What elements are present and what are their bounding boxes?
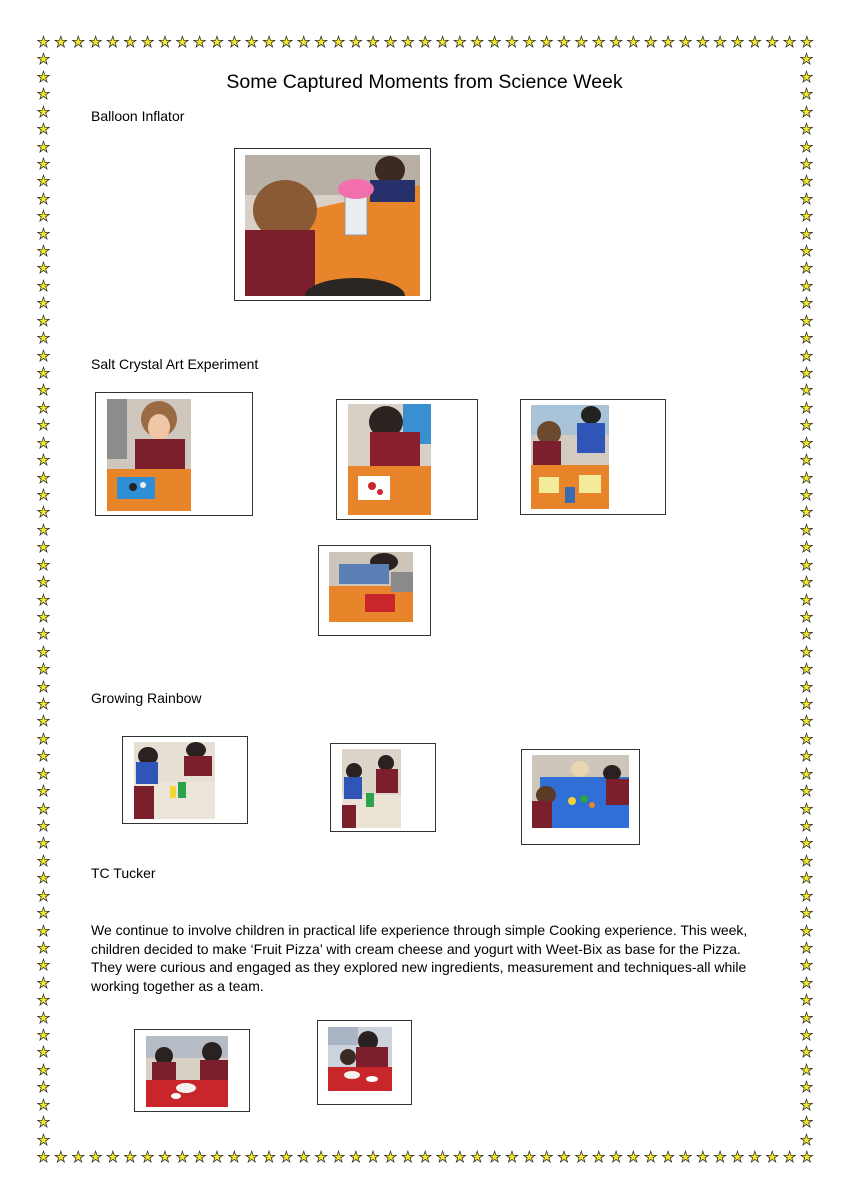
star-icon: ★ [36,382,51,400]
star-icon: ★ [799,974,814,992]
star-icon: ★ [799,1009,814,1027]
page-title: Some Captured Moments from Science Week [226,71,623,93]
star-icon: ★ [36,922,51,940]
star-icon: ★ [799,521,814,539]
photo-tc-tucker-1 [146,1036,228,1107]
star-icon: ★ [799,486,814,504]
star-icon: ★ [123,1149,137,1166]
star-icon: ★ [799,190,814,208]
star-icon: ★ [383,34,398,51]
star-icon: ★ [799,452,814,470]
star-icon: ★ [799,835,814,853]
star-icon: ★ [557,34,571,51]
star-icon: ★ [210,1149,224,1166]
star-icon: ★ [799,434,814,452]
star-icon: ★ [799,608,814,626]
star-icon: ★ [713,1149,727,1166]
star-icon: ★ [799,208,814,226]
star-icon: ★ [36,138,51,156]
star-icon: ★ [799,173,814,191]
star-icon: ★ [799,870,814,888]
photo-frame-rainbow-3 [521,749,640,845]
star-icon: ★ [453,1149,467,1166]
star-icon: ★ [609,34,623,51]
star-icon: ★ [782,1149,797,1166]
star-icon: ★ [799,643,814,661]
photo-frame-salt-2 [336,399,478,520]
star-icon: ★ [227,1149,242,1166]
star-icon: ★ [36,347,51,365]
star-icon: ★ [36,1079,51,1097]
star-icon: ★ [36,817,51,835]
star-icon: ★ [54,34,68,51]
star-icon: ★ [609,1149,623,1166]
star-icon: ★ [799,783,814,801]
star-icon: ★ [36,260,51,278]
star-icon: ★ [192,34,207,51]
section-heading-growing-rainbow: Growing Rainbow [91,690,202,706]
star-icon: ★ [799,556,814,574]
star-icon: ★ [36,521,51,539]
star-icon: ★ [799,347,814,365]
star-icon: ★ [36,939,51,957]
star-icon: ★ [661,34,675,51]
star-icon: ★ [36,1149,51,1166]
star-icon: ★ [36,1114,51,1132]
photo-growing-rainbow-3 [532,755,629,828]
photo-frame-tucker-1 [134,1029,250,1112]
star-icon: ★ [678,1149,693,1166]
star-icon: ★ [799,1044,814,1062]
star-icon: ★ [435,1149,450,1166]
star-icon: ★ [799,469,814,487]
photo-frame-rainbow-1 [122,736,248,824]
star-icon: ★ [799,539,814,557]
star-icon: ★ [36,34,51,51]
star-icon: ★ [36,905,51,923]
star-icon: ★ [678,34,693,51]
star-icon: ★ [661,1149,675,1166]
star-icon: ★ [349,34,363,51]
section-heading-salt-crystal: Salt Crystal Art Experiment [91,356,259,372]
photo-frame-salt-3 [520,399,666,515]
star-icon: ★ [765,34,779,51]
star-icon: ★ [36,51,51,69]
star-icon: ★ [36,661,51,679]
star-icon: ★ [36,365,51,383]
star-icon: ★ [713,34,727,51]
star-icon: ★ [591,1149,606,1166]
star-icon: ★ [800,34,814,51]
star-icon: ★ [799,138,814,156]
star-icon: ★ [800,1149,814,1166]
star-icon: ★ [36,992,51,1010]
star-icon: ★ [36,730,51,748]
star-icon: ★ [36,574,51,592]
star-icon: ★ [36,295,51,313]
star-icon: ★ [36,121,51,139]
star-icon: ★ [799,957,814,975]
star-icon: ★ [210,34,224,51]
star-icon: ★ [36,243,51,261]
star-icon: ★ [366,34,380,51]
star-icon: ★ [799,330,814,348]
star-icon: ★ [36,434,51,452]
star-icon: ★ [730,34,745,51]
star-icon: ★ [36,626,51,644]
star-icon: ★ [36,765,51,783]
star-icon: ★ [54,1149,68,1166]
star-icon: ★ [591,34,606,51]
star-icon: ★ [748,1149,762,1166]
star-icon: ★ [522,1149,537,1166]
star-icon: ★ [36,225,51,243]
star-icon: ★ [140,1149,155,1166]
star-icon: ★ [626,34,641,51]
star-icon: ★ [574,34,589,51]
star-icon: ★ [36,417,51,435]
star-icon: ★ [799,713,814,731]
star-icon: ★ [799,1079,814,1097]
star-icon: ★ [748,34,762,51]
star-icon: ★ [799,103,814,121]
star-icon: ★ [401,34,415,51]
star-icon: ★ [799,887,814,905]
star-icon: ★ [36,173,51,191]
star-icon: ★ [36,713,51,731]
star-icon: ★ [331,34,346,51]
star-icon: ★ [36,800,51,818]
photo-growing-rainbow-1 [134,742,215,819]
star-icon: ★ [799,365,814,383]
star-icon: ★ [799,591,814,609]
photo-salt-crystal-3 [531,405,609,509]
star-icon: ★ [799,51,814,69]
photo-salt-crystal-1 [107,399,191,511]
star-icon: ★ [799,765,814,783]
star-icon: ★ [799,748,814,766]
photo-frame-balloon [234,148,431,301]
section-heading-tc-tucker: TC Tucker [91,865,156,881]
photo-tc-tucker-2 [328,1027,392,1091]
star-icon: ★ [487,34,502,51]
star-icon: ★ [799,1096,814,1114]
star-icon: ★ [799,399,814,417]
star-icon: ★ [765,1149,779,1166]
star-icon: ★ [799,730,814,748]
star-icon: ★ [36,155,51,173]
star-icon: ★ [262,34,276,51]
star-icon: ★ [799,260,814,278]
star-icon: ★ [36,277,51,295]
star-icon: ★ [383,1149,398,1166]
star-icon: ★ [36,643,51,661]
star-icon: ★ [36,957,51,975]
star-icon: ★ [799,86,814,104]
star-icon: ★ [799,382,814,400]
star-icon: ★ [644,1149,658,1166]
star-icon: ★ [36,678,51,696]
star-icon: ★ [36,539,51,557]
star-icon: ★ [314,1149,328,1166]
star-icon: ★ [158,34,172,51]
star-icon: ★ [36,399,51,417]
star-icon: ★ [799,68,814,86]
star-icon: ★ [36,86,51,104]
star-icon: ★ [175,34,190,51]
star-icon: ★ [799,800,814,818]
photo-salt-crystal-4 [329,552,413,622]
star-icon: ★ [730,1149,745,1166]
star-icon: ★ [297,1149,311,1166]
star-icon: ★ [799,905,814,923]
star-icon: ★ [799,312,814,330]
photo-salt-crystal-2 [348,404,431,515]
photo-frame-salt-4 [318,545,431,636]
star-icon: ★ [36,870,51,888]
star-icon: ★ [799,696,814,714]
star-icon: ★ [227,34,242,51]
star-icon: ★ [782,34,797,51]
star-icon: ★ [470,34,484,51]
star-icon: ★ [244,34,259,51]
star-icon: ★ [799,626,814,644]
star-icon: ★ [799,295,814,313]
star-icon: ★ [799,852,814,870]
star-icon: ★ [88,1149,103,1166]
star-icon: ★ [36,696,51,714]
star-icon: ★ [36,312,51,330]
star-icon: ★ [644,34,658,51]
star-icon: ★ [36,748,51,766]
star-icon: ★ [36,486,51,504]
star-icon: ★ [36,1061,51,1079]
star-icon: ★ [696,34,710,51]
star-icon: ★ [36,887,51,905]
star-icon: ★ [799,574,814,592]
star-icon: ★ [574,1149,589,1166]
star-icon: ★ [314,34,328,51]
star-icon: ★ [106,1149,120,1166]
star-icon: ★ [106,34,120,51]
star-icon: ★ [435,34,450,51]
star-icon: ★ [88,34,103,51]
star-icon: ★ [418,1149,432,1166]
star-icon: ★ [36,608,51,626]
star-icon: ★ [696,1149,710,1166]
star-icon: ★ [36,208,51,226]
star-icon: ★ [626,1149,641,1166]
star-icon: ★ [244,1149,259,1166]
star-icon: ★ [36,591,51,609]
star-icon: ★ [470,1149,484,1166]
star-icon: ★ [505,1149,519,1166]
star-icon: ★ [36,556,51,574]
star-icon: ★ [279,1149,294,1166]
star-icon: ★ [799,243,814,261]
star-icon: ★ [799,277,814,295]
star-icon: ★ [36,852,51,870]
star-icon: ★ [401,1149,415,1166]
star-icon: ★ [505,34,519,51]
star-icon: ★ [262,1149,276,1166]
star-icon: ★ [123,34,137,51]
star-icon: ★ [36,1096,51,1114]
star-icon: ★ [539,1149,554,1166]
star-icon: ★ [36,330,51,348]
star-icon: ★ [36,1009,51,1027]
star-icon: ★ [799,1027,814,1045]
star-icon: ★ [418,34,432,51]
star-icon: ★ [36,469,51,487]
photo-balloon-inflator [245,155,420,296]
star-icon: ★ [36,1044,51,1062]
section-heading-balloon-inflator: Balloon Inflator [91,108,185,124]
star-icon: ★ [799,922,814,940]
star-icon: ★ [349,1149,363,1166]
star-icon: ★ [539,34,554,51]
star-icon: ★ [799,417,814,435]
star-icon: ★ [799,678,814,696]
star-icon: ★ [36,974,51,992]
star-icon: ★ [331,1149,346,1166]
star-icon: ★ [297,34,311,51]
star-icon: ★ [557,1149,571,1166]
star-icon: ★ [158,1149,172,1166]
star-icon: ★ [192,1149,207,1166]
star-icon: ★ [36,103,51,121]
star-icon: ★ [36,1027,51,1045]
photo-frame-rainbow-2 [330,743,436,832]
star-icon: ★ [36,452,51,470]
star-icon: ★ [522,34,537,51]
star-icon: ★ [799,121,814,139]
star-icon: ★ [140,34,155,51]
photo-frame-tucker-2 [317,1020,412,1105]
star-icon: ★ [36,1131,51,1149]
star-icon: ★ [36,783,51,801]
star-icon: ★ [71,34,85,51]
star-icon: ★ [799,817,814,835]
star-icon: ★ [799,1061,814,1079]
photo-frame-salt-1 [95,392,253,516]
star-icon: ★ [799,155,814,173]
photo-growing-rainbow-2 [342,749,401,828]
star-icon: ★ [799,1131,814,1149]
star-icon: ★ [36,68,51,86]
star-icon: ★ [799,661,814,679]
star-icon: ★ [71,1149,85,1166]
star-icon: ★ [453,34,467,51]
star-icon: ★ [366,1149,380,1166]
star-icon: ★ [36,190,51,208]
star-icon: ★ [36,504,51,522]
star-icon: ★ [36,835,51,853]
tc-tucker-paragraph: We continue to involve children in practical life experience through simple Cooking experience. This week, children decided to make ‘Fruit Pizza’ with cream cheese and yogurt with Weet-Bix as base for the Pizza. They were curious and engaged as they explored new ingredients, measurement and techniques-all while working together as a team. [91,922,748,994]
star-icon: ★ [799,225,814,243]
star-icon: ★ [799,1114,814,1132]
star-icon: ★ [279,34,294,51]
star-icon: ★ [799,939,814,957]
star-icon: ★ [487,1149,502,1166]
star-icon: ★ [175,1149,190,1166]
star-icon: ★ [799,992,814,1010]
star-icon: ★ [799,504,814,522]
